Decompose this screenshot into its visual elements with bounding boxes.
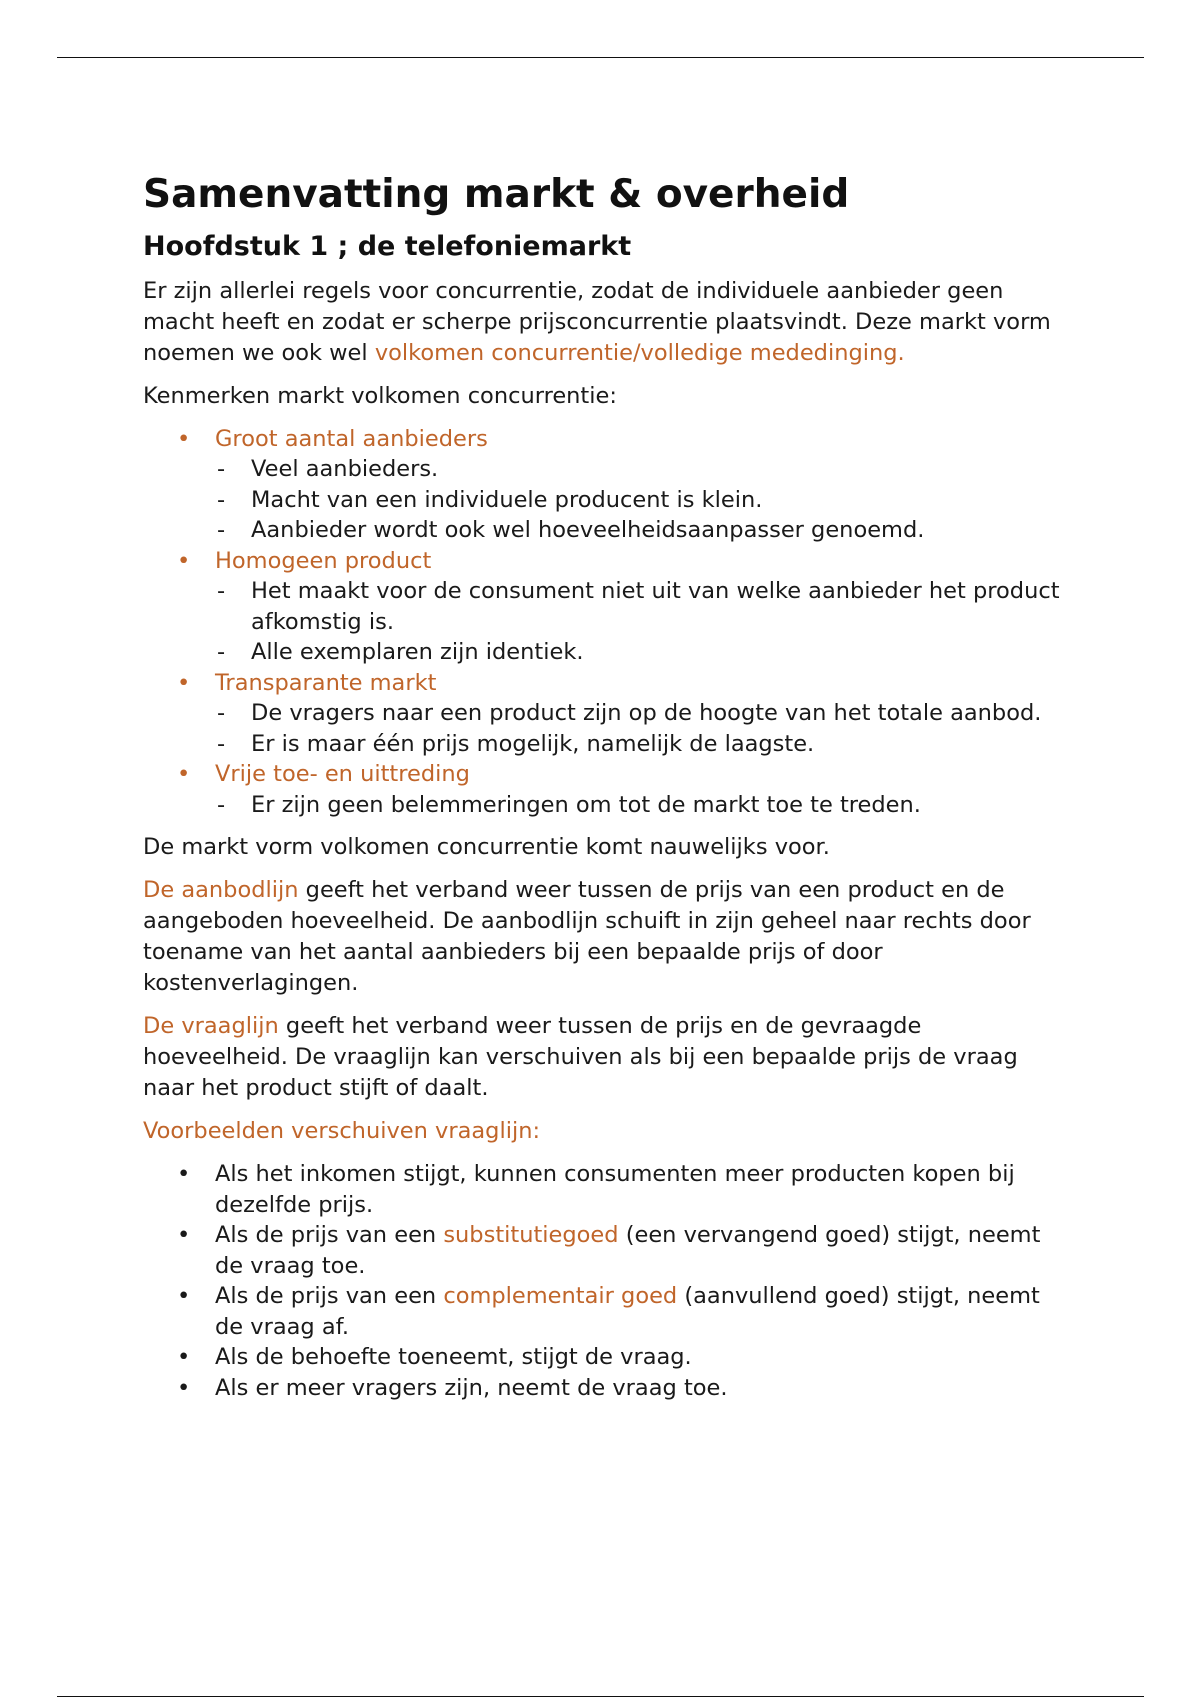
vraaglijn-paragraph <box>143 1011 1073 1104</box>
list-item: • Als er meer vragers zijn, neemt de vraag toe. <box>143 1373 1073 1404</box>
kenmerk-heading: • Vrije toe- en uittreding <box>215 761 470 788</box>
item-text: Als de prijs van een <box>215 1222 444 1249</box>
list-item <box>143 759 1073 820</box>
voorbeelden-list <box>143 1159 1073 1403</box>
list-item <box>143 668 1073 760</box>
kenmerken-label: Kenmerken markt volkomen concurrentie: <box>143 382 617 409</box>
footer-rule <box>57 1696 1144 1697</box>
kenmerk-heading: • Transparante markt <box>215 669 437 696</box>
voorbeelden-label: Voorbeelden verschuiven vraaglijn: <box>143 1118 541 1145</box>
sub-list <box>215 576 1073 668</box>
item-text: (een vervangend goed) stijgt, neemt de vraag toe. <box>215 1222 1041 1279</box>
header-rule <box>57 57 1144 58</box>
list-item: • Als het inkomen stijgt, kunnen consumenten meer producten kopen bij dezelfde prijs. <box>143 1159 1073 1220</box>
complementair-goed-term: complementair goed <box>443 1283 678 1310</box>
chapter-heading: Hoofdstuk 1 ; de telefoniemarkt <box>143 230 632 262</box>
sub-list-item: - Het maakt voor de consument niet uit van welke aanbieder het product afkomstig is. <box>215 576 1073 637</box>
sub-list-item: - De vragers naar een product zijn op de hoogte van het totale aanbod. <box>215 698 1073 729</box>
vraaglijn-term: De vraaglijn <box>143 1013 279 1040</box>
list-item: • Als de behoefte toeneemt, stijgt de vraag. <box>143 1342 1073 1373</box>
aanbodlijn-paragraph <box>143 875 1073 999</box>
sub-list-item: - Veel aanbieders. <box>215 454 1073 485</box>
sub-list-item: - Er zijn geen belemmeringen om tot de markt toe te treden. <box>215 790 1073 821</box>
intro-text: Er zijn allerlei regels voor concurrentie, zodat de individuele aanbieder geen macht heeft en zodat er scherpe prijsconcurrentie plaatsvindt. Deze markt vorm noemen we ook wel <box>143 277 1051 366</box>
intro-paragraph <box>143 276 1073 369</box>
item-text: (aanvullend goed) stijgt, neemt de vraag af. <box>215 1283 1040 1340</box>
list-item <box>143 546 1073 668</box>
page-title: Samenvatting markt & overheid <box>143 172 850 217</box>
sub-list <box>215 790 1073 821</box>
list-item <box>143 424 1073 546</box>
sub-list <box>215 454 1073 546</box>
document-body <box>143 172 1073 1403</box>
sub-list-item: - Macht van een individuele producent is klein. <box>215 485 1073 516</box>
aanbodlijn-text: geeft het verband weer tussen de prijs van een product en de aangeboden hoeveelheid. De aanbodlijn schuift in zijn geheel naar rechts door toename van het aantal aanbieders bij een bepaalde prijs of door kostenverlagingen. <box>143 877 1031 997</box>
vraaglijn-text: geeft het verband weer tussen de prijs en de gevraagde hoeveelheid. De vraaglijn kan verschuiven als bij een bepaalde prijs de vraag naar het product stijft of daalt. <box>143 1013 1018 1102</box>
aanbodlijn-term: De aanbodlijn <box>143 877 299 904</box>
sub-list-item: - Alle exemplaren zijn identiek. <box>215 637 1073 668</box>
kenmerk-heading: • Groot aantal aanbieders <box>215 425 488 452</box>
substitutiegoed-term: substitutiegoed <box>443 1222 619 1249</box>
rarity-paragraph: De markt vorm volkomen concurrentie komt nauwelijks voor. <box>143 834 830 861</box>
sub-list <box>215 698 1073 759</box>
sub-list-item: - Aanbieder wordt ook wel hoeveelheidsaanpasser genoemd. <box>215 515 1073 546</box>
item-text: Als de prijs van een <box>215 1283 444 1310</box>
sub-list-item: - Er is maar één prijs mogelijk, namelijk de laagste. <box>215 729 1073 760</box>
list-item <box>143 1281 1073 1342</box>
list-item <box>143 1220 1073 1281</box>
kenmerk-heading: • Homogeen product <box>215 547 432 574</box>
intro-term: volkomen concurrentie/volledige mededinging. <box>374 339 905 366</box>
kenmerken-list <box>143 424 1073 821</box>
